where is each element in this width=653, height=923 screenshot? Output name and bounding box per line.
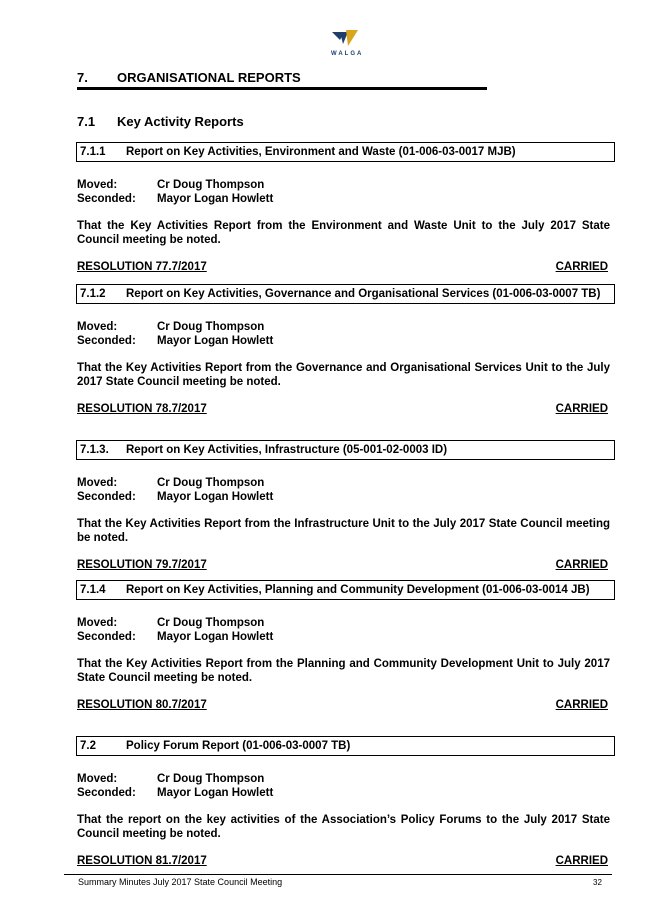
agenda-item (77, 580, 614, 712)
carried-label: CARRIED (555, 699, 608, 711)
moved-row (77, 476, 614, 490)
moved-row (77, 320, 614, 334)
moved-label: Moved: (77, 617, 118, 629)
resolution-number: RESOLUTION 78.7/2017 (77, 403, 207, 415)
seconded-label: Seconded: (77, 335, 136, 347)
resolution-row (77, 558, 614, 572)
resolution-number: RESOLUTION 77.7/2017 (77, 261, 207, 273)
agenda-item (77, 284, 614, 416)
item-number: 7.1.2 (80, 288, 106, 300)
resolution-number: RESOLUTION 81.7/2017 (77, 855, 207, 867)
item-title-box (76, 736, 615, 756)
item-title: Policy Forum Report (01-006-03-0007 TB) (126, 740, 351, 752)
footer-text: Summary Minutes July 2017 State Council Meeting (78, 877, 283, 887)
agenda-item (77, 142, 614, 274)
seconded-by: Mayor Logan Howlett (157, 787, 274, 799)
agenda-item (77, 440, 614, 572)
motion-text: That the Key Activities Report from the Infrastructure Unit to the July 2017 State Council meeting be noted. (77, 518, 610, 544)
moved-by: Cr Doug Thompson (157, 179, 265, 191)
resolution-row (77, 402, 614, 416)
seconded-by: Mayor Logan Howlett (157, 491, 274, 503)
resolution-number: RESOLUTION 79.7/2017 (77, 559, 207, 571)
carried-label: CARRIED (555, 559, 608, 571)
seconded-label: Seconded: (77, 193, 136, 205)
subsection-number: 7.1 (77, 114, 96, 129)
seconded-row (77, 490, 614, 504)
carried-label: CARRIED (555, 855, 608, 867)
item-title: Report on Key Activities, Environment and Waste (01-006-03-0017 MJB) (126, 146, 516, 158)
seconded-by: Mayor Logan Howlett (157, 335, 274, 347)
logo-text: WALGA (331, 51, 364, 57)
moved-by: Cr Doug Thompson (157, 773, 265, 785)
moved-label: Moved: (77, 773, 118, 785)
item-title-box (76, 284, 615, 304)
section-number: 7. (77, 70, 88, 85)
motion-text: That the Key Activities Report from the Environment and Waste Unit to the July 2017 State Council meeting be noted. (77, 220, 610, 246)
moved-by: Cr Doug Thompson (157, 321, 265, 333)
motion-text: That the Key Activities Report from the Governance and Organisational Services Unit to the July 2017 State Council meeting be noted. (77, 362, 610, 388)
section-rule (77, 87, 487, 90)
motion-text: That the Key Activities Report from the Planning and Community Development Unit to July 2017 State Council meeting be noted. (77, 658, 610, 684)
moved-label: Moved: (77, 321, 118, 333)
moved-row (77, 616, 614, 630)
resolution-row (77, 260, 614, 274)
item-number: 7.1.4 (80, 584, 106, 596)
motion-text: That the report on the key activities of the Association’s Policy Forums to the July 2017 State Council meeting be noted. (77, 814, 610, 840)
moved-label: Moved: (77, 477, 118, 489)
seconded-row (77, 786, 614, 800)
subsection-heading (77, 114, 244, 129)
seconded-by: Mayor Logan Howlett (157, 631, 274, 643)
item-title-box (76, 580, 615, 600)
item-title: Report on Key Activities, Infrastructure (05-001-02-0003 ID) (126, 444, 448, 456)
item-number: 7.1.3. (80, 444, 109, 456)
seconded-label: Seconded: (77, 787, 136, 799)
moved-label: Moved: (77, 179, 118, 191)
resolution-number: RESOLUTION 80.7/2017 (77, 699, 207, 711)
seconded-label: Seconded: (77, 491, 136, 503)
seconded-row (77, 192, 614, 206)
seconded-row (77, 630, 614, 644)
item-number: 7.2 (80, 740, 96, 752)
resolution-row (77, 698, 614, 712)
moved-by: Cr Doug Thompson (157, 617, 265, 629)
item-number: 7.1.1 (80, 146, 106, 158)
moved-by: Cr Doug Thompson (157, 477, 265, 489)
subsection-title: Key Activity Reports (117, 114, 244, 129)
footer-rule (64, 874, 612, 875)
seconded-by: Mayor Logan Howlett (157, 193, 274, 205)
page-number: 32 (593, 878, 602, 887)
carried-label: CARRIED (555, 403, 608, 415)
item-title: Report on Key Activities, Governance and Organisational Services (01-006-03-0007 TB) (126, 288, 601, 300)
moved-row (77, 772, 614, 786)
seconded-row (77, 334, 614, 348)
carried-label: CARRIED (555, 261, 608, 273)
seconded-label: Seconded: (77, 631, 136, 643)
item-title-box (76, 440, 615, 460)
moved-row (77, 178, 614, 192)
item-title-box (76, 142, 615, 162)
section-heading (77, 70, 301, 85)
item-title: Report on Key Activities, Planning and Community Development (01-006-03-0014 JB) (126, 584, 590, 596)
resolution-row (77, 854, 614, 868)
agenda-item (77, 736, 614, 868)
section-title: ORGANISATIONAL REPORTS (117, 70, 301, 85)
